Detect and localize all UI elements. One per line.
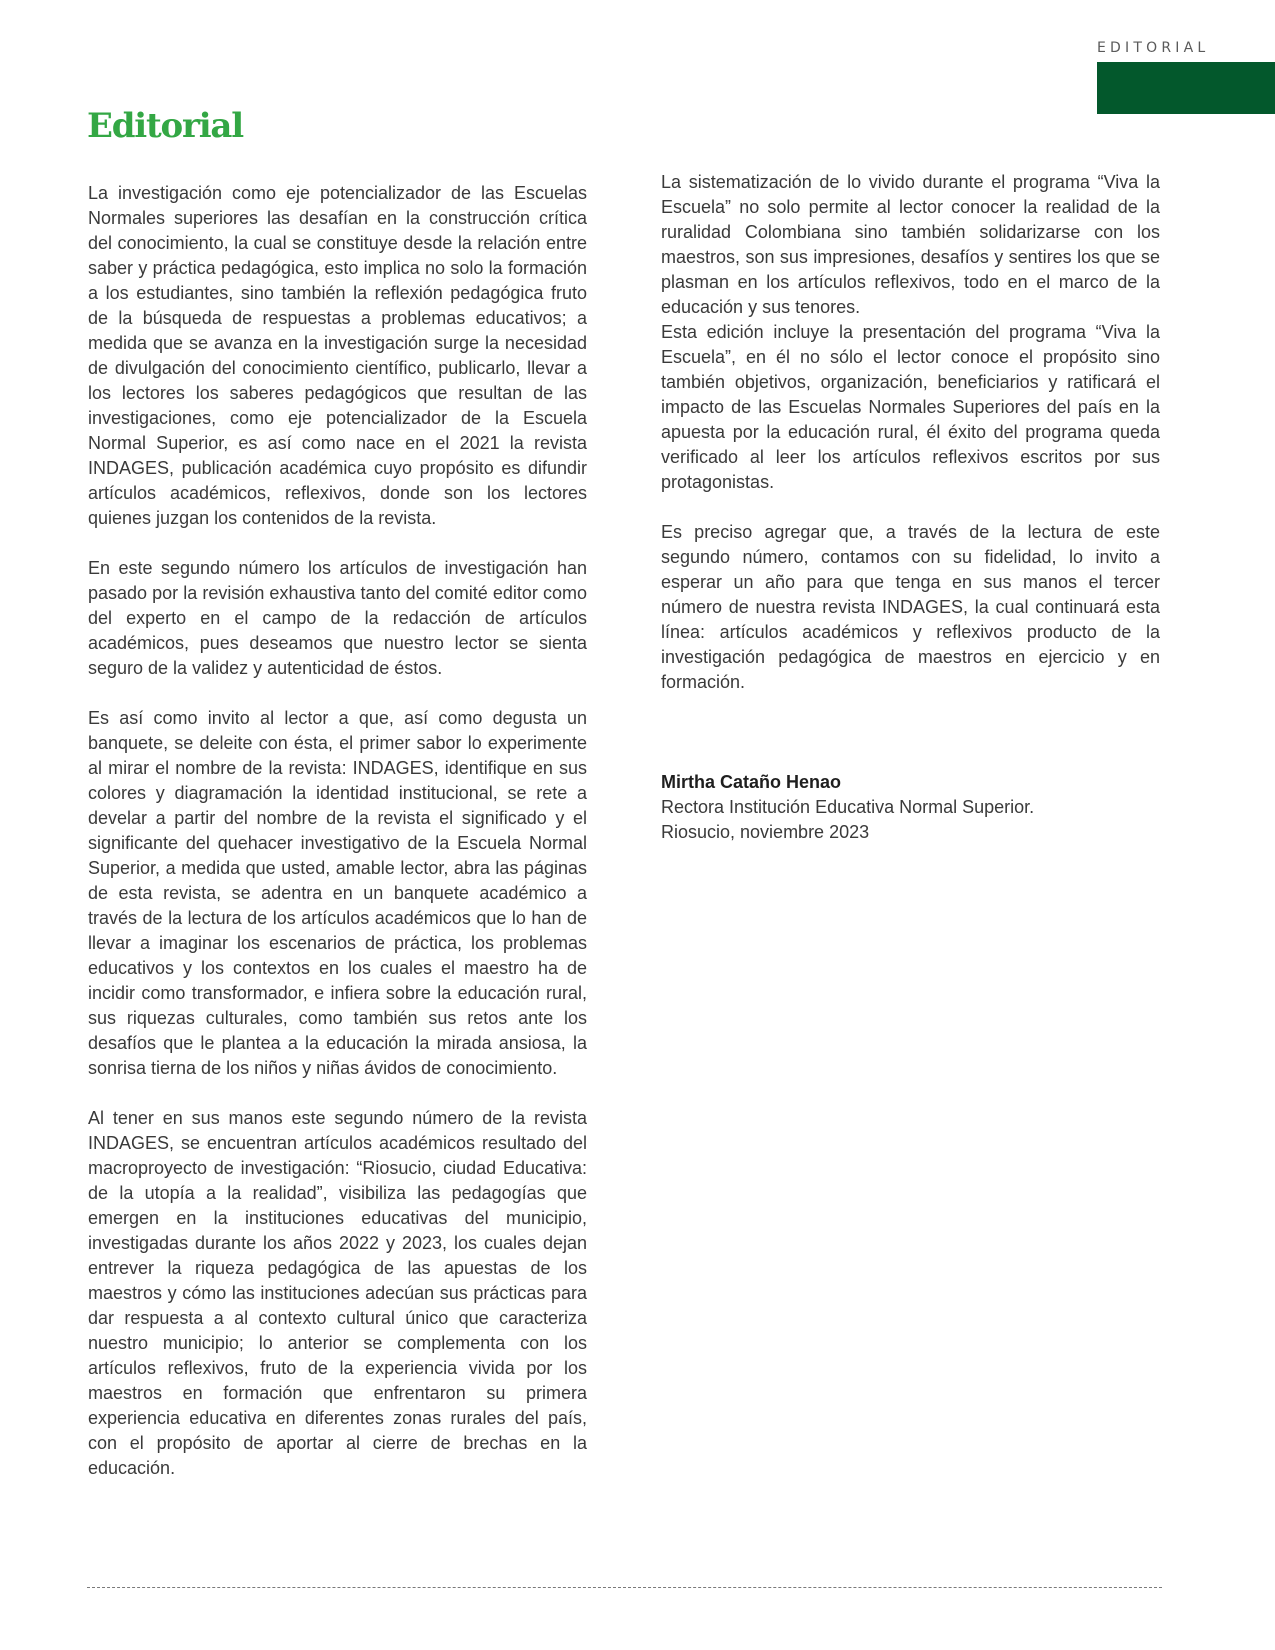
section-label: EDITORIAL <box>1097 40 1210 56</box>
paragraph: La investigación como eje potencializador de las Escuelas Normales superiores las desafían en la construcción crítica del conocimiento, la cual se constituye desde la relación entre saber y práctica pedagógica, esto implica no solo la formación a los estudiantes, sino también la reflexión pedagógica fruto de la búsqueda de respuestas a problemas educativos; a medida que se avanza en la investigación surge la necesidad de divulgación del conocimiento científico, publicarlo, llevar a los lectores los saberes pedagógicos que resultan de las investigaciones, como eje potencializador de la Escuela Normal Superior, es así como nace en el 2021 la revista INDAGES, publicación académica cuyo propósito es difundir artículos académicos, reflexivos, donde son los lectores quienes juzgan los contenidos de la revista. <box>88 183 587 528</box>
page-title: Editorial <box>87 106 243 146</box>
signature-name: Mirtha Cataño Henao <box>661 772 842 792</box>
signature-place-date: Riosucio, noviembre 2023 <box>661 822 870 842</box>
paragraph: Es preciso agregar que, a través de la lectura de este segundo número, contamos con su fidelidad, lo invito a esperar un año para que tenga en sus manos el tercer número de nuestra revista INDAGES, la cual continuará esta línea: artículos académicos y reflexivos producto de la investigación pedagógica de maestros en ejercicio y en formación. <box>661 522 1160 692</box>
right-column <box>661 170 1160 845</box>
left-column <box>88 181 587 1481</box>
footer-divider <box>87 1587 1162 1588</box>
paragraph: Esta edición incluye la presentación del programa “Viva la Escuela”, en él no sólo el lector conoce el propósito sino también objetivos, organización, beneficiarios y ratificará el impacto de las Escuelas Normales Superiores del país en la apuesta por la educación rural, él éxito del programa queda verificado al leer los artículos reflexivos escritos por sus protagonistas. <box>661 322 1160 492</box>
paragraph: En este segundo número los artículos de investigación han pasado por la revisión exhaustiva tanto del comité editor como del experto en el campo de la redacción de artículos académicos, pues deseamos que nuestro lector se sienta seguro de la validez y autenticidad de éstos. <box>88 558 587 678</box>
paragraph: La sistematización de lo vivido durante el programa “Viva la Escuela” no solo permite al lector conocer la realidad de la ruralidad Colombiana sino también solidarizarse con los maestros, son sus impresiones, desafíos y sentires los que se plasman en los artículos reflexivos, todo en el marco de la educación y sus tenores. <box>661 172 1160 317</box>
paragraph: Es así como invito al lector a que, así como degusta un banquete, se deleite con ésta, el primer sabor lo experimente al mirar el nombre de la revista: INDAGES, identifique en sus colores y diagramación la identidad institucional, se rete a develar a partir del nombre de la revista el significado y el significante del quehacer investigativo de la Escuela Normal Superior, a medida que usted, amable lector, abra las páginas de esta revista, se adentra en un banquete académico a través de la lectura de los artículos académicos que lo han de llevar a imaginar los escenarios de práctica, los problemas educativos y los contextos en los cuales el maestro ha de incidir como transformador, e infiera sobre la educación rural, sus riquezas culturales, como también sus retos ante los desafíos que le plantea a la educación la mirada ansiosa, la sonrisa tierna de los niños y niñas ávidos de conocimiento. <box>88 708 587 1078</box>
signature-block <box>661 770 1160 845</box>
paragraph: Al tener en sus manos este segundo número de la revista INDAGES, se encuentran artículos académicos resultado del macroproyecto de investigación: “Riosucio, ciudad Educativa: de la utopía a la realidad”, visibiliza las pedagogías que emergen en la instituciones educativas del municipio, investigadas durante los años 2022 y 2023, los cuales dejan entrever la riqueza pedagógica de las apuestas de los maestros y cómo las instituciones adecúan sus prácticas para dar respuesta a al contexto cultural único que caracteriza nuestro municipio; lo anterior se complementa con los artículos reflexivos, fruto de la experiencia vivida por los maestros en formación que enfrentaron su primera experiencia educativa en diferentes zonas rurales del país, con el propósito de aportar al cierre de brechas en la educación. <box>88 1108 587 1478</box>
section-color-tab <box>1097 62 1275 114</box>
signature-role: Rectora Institución Educativa Normal Superior. <box>661 797 1035 817</box>
